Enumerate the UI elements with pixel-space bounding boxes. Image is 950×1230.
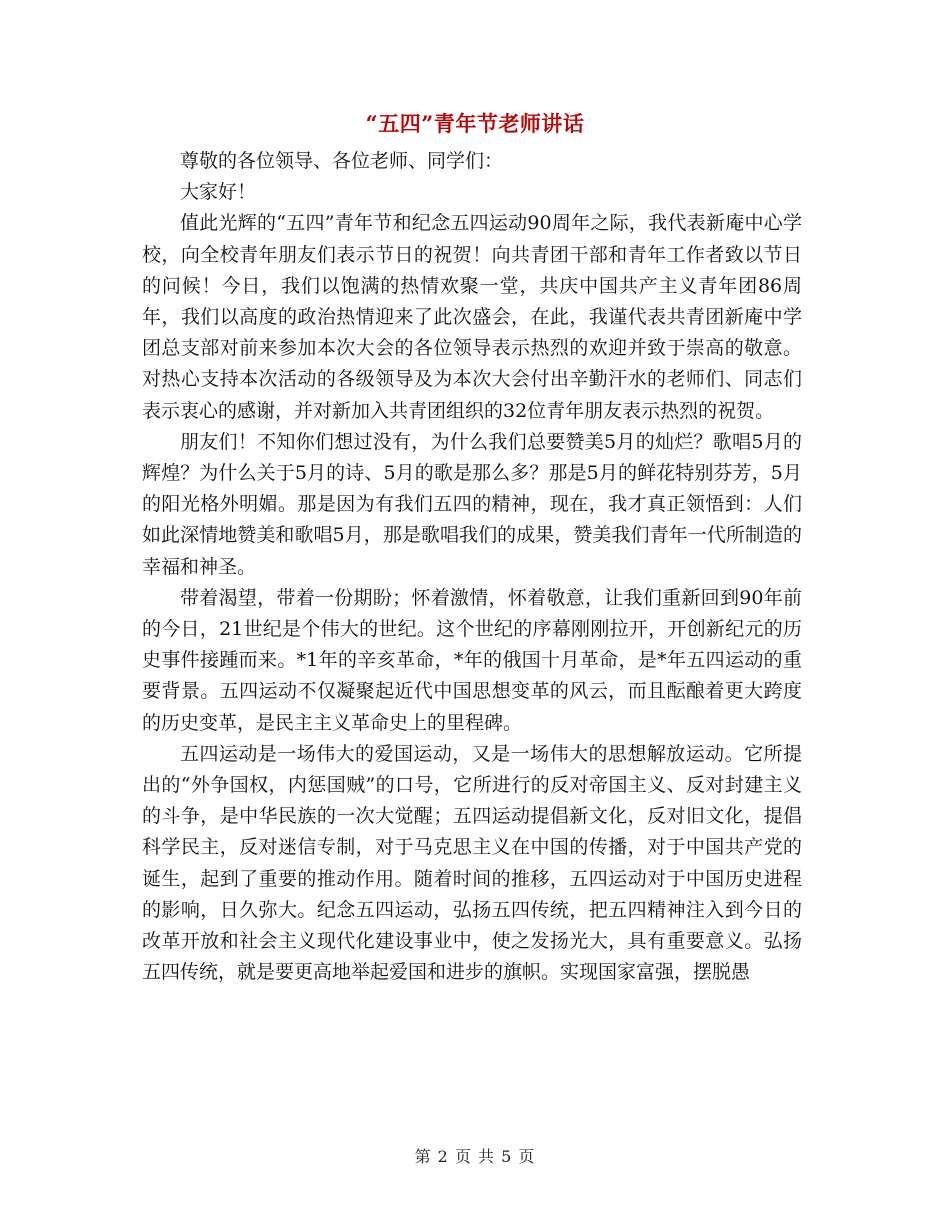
paragraph-3: 带着渴望，带着一份期盼；怀着激情，怀着敬意，让我们重新回到90年前的今日，21世纪是个伟大的世纪。这个世纪的序幕刚刚拉开，开创新纪元的历史事件接踵而来。*1年的辛亥革命，*年的俄国十月革命，是*年五四运动的重要背景。五四运动不仅凝聚起近代中国思想变革的风云，而且酝酿着更大跨度的历史变革，是民主主义革命史上的里程碑。 xyxy=(142,586,802,734)
paragraph-1: 值此光辉的“五四”青年节和纪念五四运动90周年之际，我代表新庵中心学校，向全校青年朋友们表示节日的祝贺！向共青团干部和青年工作者致以节日的问候！今日，我们以饱满的热情欢聚一堂，共庆中国共产主义青年团86周年，我们以高度的政治热情迎来了此次盛会，在此，我谨代表共青团新庵中学团总支部对前来参加本次大会的各位领导表示热烈的欢迎并致于崇高的敬意。对热心支持本次活动的各级领导及为本次大会付出辛勤汗水的老师们、同志们表示衷心的感谢，并对新加入共青团组织的32位青年朋友表示热烈的祝贺。 xyxy=(142,212,802,422)
greeting: 大家好！ xyxy=(180,181,257,204)
page-number: 第 2 页 共 5 页 xyxy=(414,1147,536,1166)
salutation: 尊敬的各位领导、各位老师、同学们： xyxy=(180,150,504,172)
document-body xyxy=(142,146,802,988)
document-title: “五四”青年节老师讲话 xyxy=(365,111,585,136)
paragraph-2: 朋友们！不知你们想过没有，为什么我们总要赞美5月的灿烂？歌唱5月的辉煌？为什么关于5月的诗、5月的歌是那么多？那是5月的鲜花特别芬芳，5月的阳光格外明媚。那是因为有我们五四的精神，现在，我才真正领悟到：人们如此深情地赞美和歌唱5月，那是歌唱我们的成果，赞美我们青年一代所制造的幸福和神圣。 xyxy=(142,430,802,578)
paragraph-4: 五四运动是一场伟大的爱国运动，又是一场伟大的思想解放运动。它所提出的“外争国权，内惩国贼”的口号，它所进行的反对帝国主义、反对封建主义的斗争，是中华民族的一次大觉醒；五四运动提倡新文化，反对旧文化，提倡科学民主，反对迷信专制，对于马克思主义在中国的传播，对于中国共产党的诞生，起到了重要的推动作用。随着时间的推移，五四运动对于中国历史进程的影响，日久弥大。纪念五四运动，弘扬五四传统，把五四精神注入到今日的改革开放和社会主义现代化建设事业中，使之发扬光大，具有重要意义。弘扬五四传统，就是要更高地举起爱国和进步的旗帜。实现国家富强，摆脱愚 xyxy=(142,742,802,984)
